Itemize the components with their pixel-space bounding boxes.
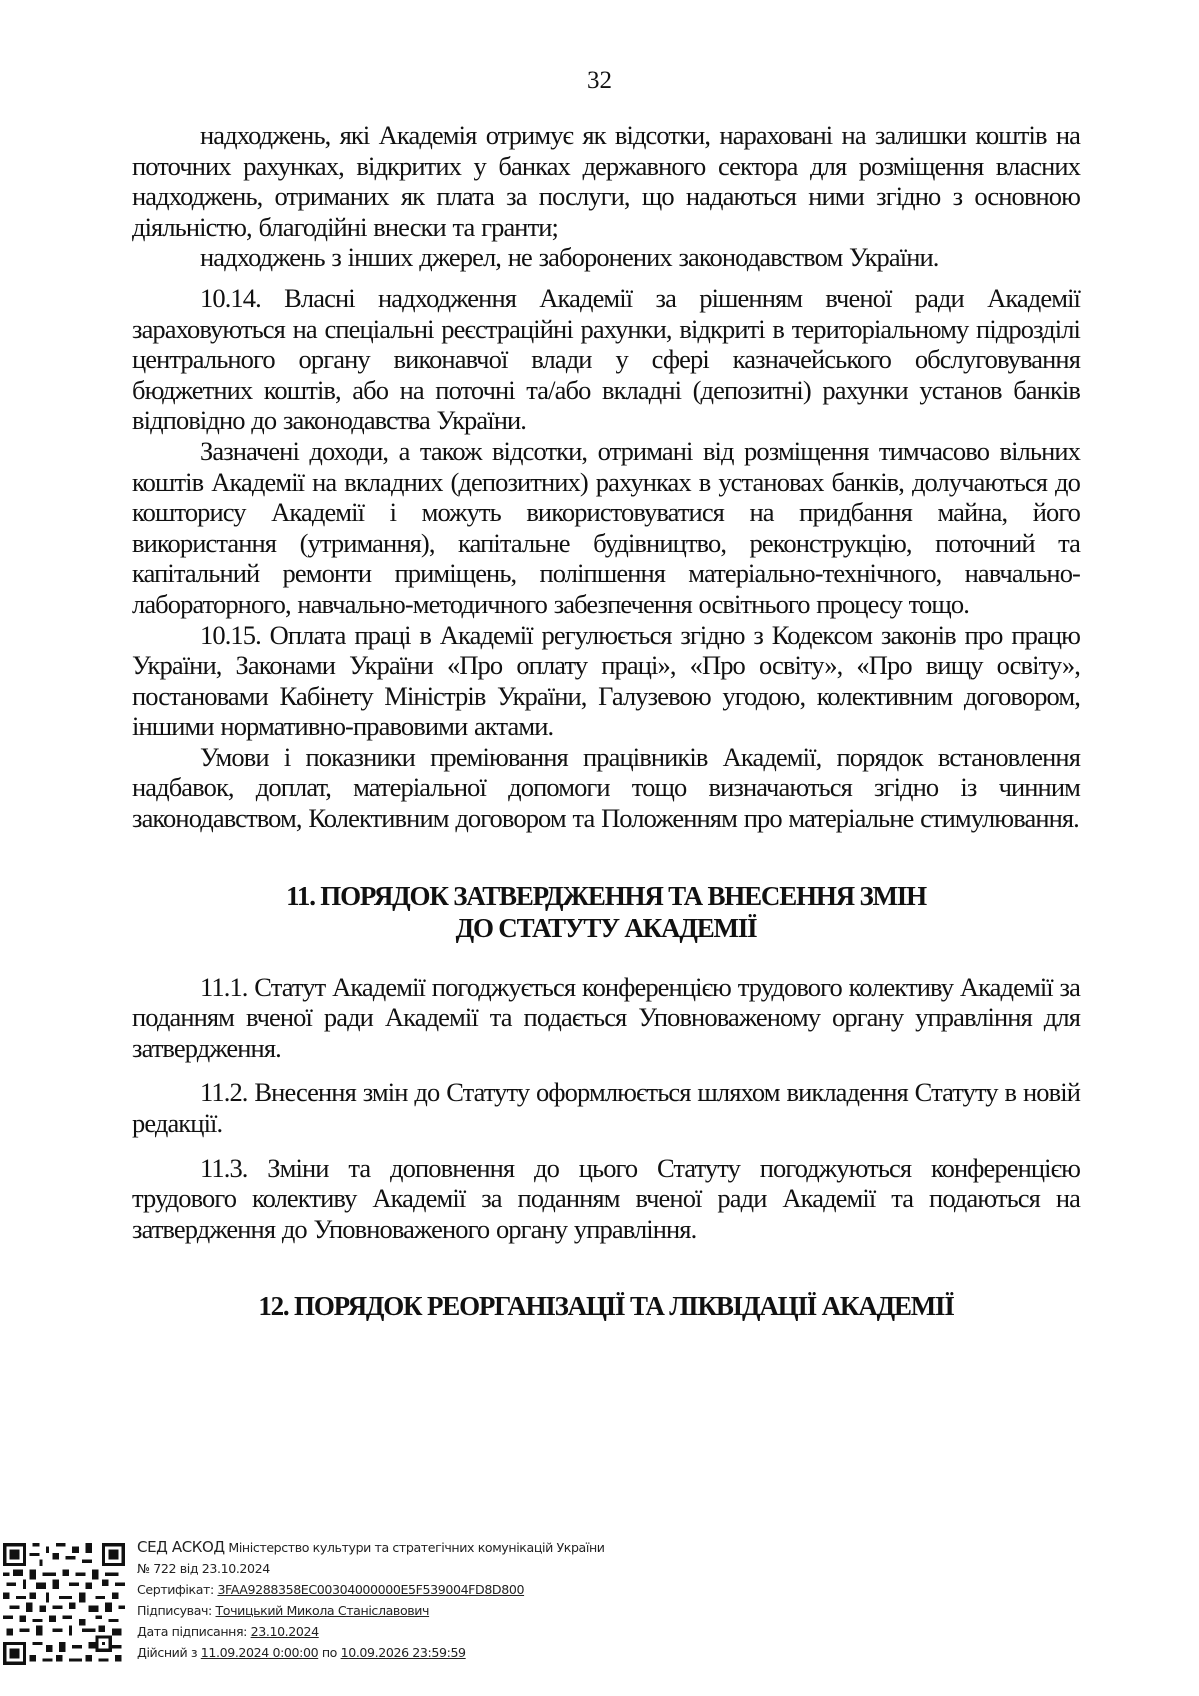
section-11-heading (132, 880, 1080, 944)
paragraph-revenue-interest: надходжень, які Академія отримує як відсотки, нараховані на залишки коштів на поточних рахунках, відкритих у банках державного сектора для розміщення власних надходжень, отриманих як плата за послуги, що надаються ними згідно з основною діяльністю, благодійні внески та гранти; (132, 120, 1080, 242)
page-number: 32 (587, 67, 612, 94)
stamp-signer-row (137, 1600, 605, 1621)
valid-from-label: Дійсний з (137, 1645, 198, 1660)
section-12-heading: 12. ПОРЯДОК РЕОРГАНІЗАЦІЇ ТА ЛІКВІДАЦІЇ АКАДЕМІЇ (258, 1291, 954, 1322)
valid-to-label: по (321, 1645, 337, 1660)
paragraph-10-15: 10.15. Оплата праці в Академії регулюється згідно з Кодексом законів про працю України, Законами України «Про оплату праці», «Про освіту», «Про вищу освіту», постановами Кабінету Міністрів України, Галузевою угодою, колективним договором, іншими нормативно-правовими актами. (132, 619, 1080, 742)
sign-date-value: 23.10.2024 (250, 1624, 319, 1639)
valid-from-value: 11.09.2024 0:00:00 (200, 1645, 319, 1660)
paragraph-revenue-other: надходжень з інших джерел, не заборонених законодавством України. (200, 242, 939, 273)
paragraph-income-usage: Зазначені доходи, а також відсотки, отримані від розміщення тимчасово вільних коштів Академії на вкладних (депозитних) рахунках в установах банків, долучаються до кошторису Академії і можуть використовуватися на придбання майна, його використання (утримання), капітальне будівництво, реконструкцію, поточний та капітальний ремонти приміщень, поліпшення матеріально-технічного, навчально-лабораторного, навчально-методичного забезпечення освітнього процесу тощо. (132, 435, 1080, 619)
signer-label: Підписувач: (137, 1603, 212, 1618)
valid-to-value: 10.09.2026 23:59:59 (340, 1645, 466, 1660)
paragraph-10-14: 10.14. Власні надходження Академії за рішенням вченої ради Академії зараховуються на спеціальні реєстраційні рахунки, відкриті в територіальному підрозділі центрального органу виконавчої влади у сфері казначейського обслуговування бюджетних коштів, або на поточні та/або вкладні (депозитні) рахунки установ банків відповідно до законодавства України. (132, 282, 1080, 436)
document-body (132, 120, 1080, 1322)
sign-date-label: Дата підписання: (137, 1624, 248, 1639)
stamp-organization: Міністерство культури та стратегічних комунікацій України (228, 1540, 605, 1555)
stamp-sign-date-row (137, 1621, 605, 1642)
stamp-validity-row (137, 1642, 605, 1663)
paragraph-11-1: 11.1. Статут Академії погоджується конференцією трудового колективу Академії за поданням вченої ради Академії та подається Уповноваженому органу управління для затвердження. (132, 971, 1080, 1063)
paragraph-bonuses: Умови і показники преміювання працівників Академії, порядок встановлення надбавок, доплат, матеріальної допомоги тощо визначаються згідно із чинним законодавством, Колективним договором та Положенням про матеріальне стимулювання. (132, 741, 1080, 834)
stamp-system: СЕД АСКОД (137, 1538, 225, 1556)
stamp-system-row (137, 1537, 605, 1558)
certificate-value: 3FAA9288358EC00304000000E5F539004FD8D800 (217, 1582, 525, 1597)
signature-info (137, 1537, 605, 1663)
signer-value: Точицький Микола Станіславович (215, 1603, 430, 1618)
qr-code-icon (3, 1543, 125, 1665)
digital-signature-stamp (0, 1538, 700, 1673)
certificate-label: Сертифікат: (137, 1582, 214, 1597)
stamp-registration: № 722 від 23.10.2024 (137, 1561, 270, 1576)
stamp-certificate-row (137, 1579, 605, 1600)
section-11-heading-line2: ДО СТАТУТУ АКАДЕМІЇ (455, 912, 757, 943)
paragraph-11-2: 11.2. Внесення змін до Статуту оформлюється шляхом викладення Статуту в новій редакції. (132, 1077, 1080, 1139)
section-11-heading-line1: 11. ПОРЯДОК ЗАТВЕРДЖЕННЯ ТА ВНЕСЕННЯ ЗМІН (286, 880, 926, 911)
paragraph-11-3: 11.3. Зміни та доповнення до цього Статуту погоджуються конференцією трудового колективу Академії за поданням вченої ради Академії та подаються на затвердження до Уповноваженого органу управління. (132, 1152, 1080, 1244)
